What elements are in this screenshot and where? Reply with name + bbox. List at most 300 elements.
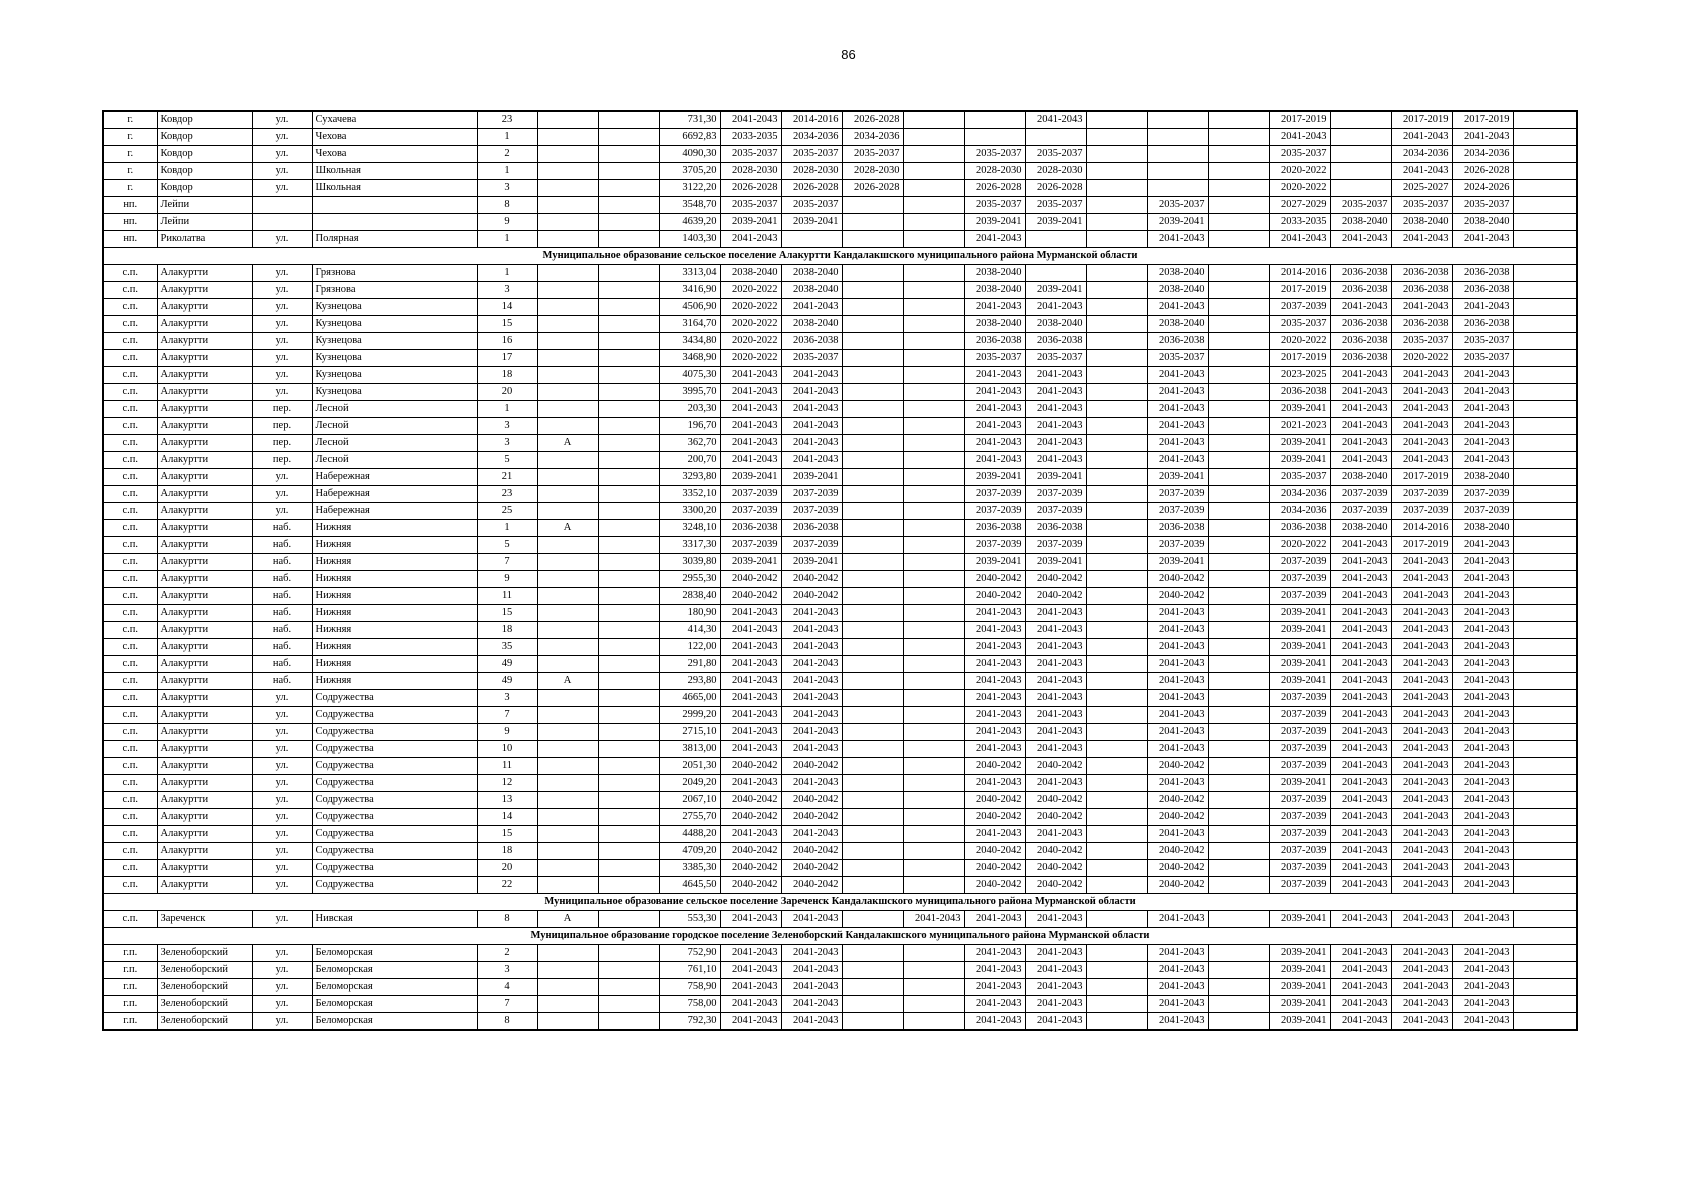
table-cell: 2041-2043 bbox=[1452, 554, 1513, 571]
table-cell: Алакуртти bbox=[157, 554, 252, 571]
table-cell bbox=[903, 452, 964, 469]
table-cell: 2037-2039 bbox=[1147, 537, 1208, 554]
table-cell: Лейпи bbox=[157, 214, 252, 231]
table-cell bbox=[1208, 537, 1269, 554]
table-cell bbox=[1025, 265, 1086, 282]
table-cell: наб. bbox=[252, 622, 312, 639]
table-cell: 2039-2041 bbox=[1269, 452, 1330, 469]
table-cell bbox=[598, 350, 659, 367]
table-cell bbox=[1513, 486, 1577, 503]
table-cell: 2037-2039 bbox=[1025, 537, 1086, 554]
table-cell: с.п. bbox=[103, 758, 157, 775]
table-row bbox=[103, 860, 1577, 877]
table-cell: 2041-2043 bbox=[1025, 826, 1086, 843]
table-cell bbox=[842, 860, 903, 877]
table-cell: Зеленоборский bbox=[157, 979, 252, 996]
table-cell: Беломорская bbox=[312, 1013, 477, 1031]
table-cell bbox=[537, 843, 598, 860]
table-cell: 2041-2043 bbox=[1452, 707, 1513, 724]
table-row bbox=[103, 979, 1577, 996]
table-row bbox=[103, 571, 1577, 588]
table-cell: ул. bbox=[252, 911, 312, 928]
table-cell: г.п. bbox=[103, 1013, 157, 1031]
table-row bbox=[103, 214, 1577, 231]
table-cell: 5 bbox=[477, 537, 537, 554]
table-cell: 2041-2043 bbox=[1025, 452, 1086, 469]
table-row bbox=[103, 299, 1577, 316]
table-cell: 2040-2042 bbox=[720, 571, 781, 588]
table-cell: 2036-2038 bbox=[1269, 520, 1330, 537]
table-cell: с.п. bbox=[103, 741, 157, 758]
table-cell bbox=[1208, 554, 1269, 571]
table-cell: Алакуртти bbox=[157, 843, 252, 860]
table-cell bbox=[1147, 180, 1208, 197]
table-row bbox=[103, 282, 1577, 299]
table-cell: ул. bbox=[252, 282, 312, 299]
table-cell: 2041-2043 bbox=[1025, 724, 1086, 741]
table-row bbox=[103, 418, 1577, 435]
table-row bbox=[103, 996, 1577, 1013]
table-row bbox=[103, 843, 1577, 860]
table-cell: ул. bbox=[252, 469, 312, 486]
table-cell: с.п. bbox=[103, 418, 157, 435]
table-cell bbox=[903, 775, 964, 792]
table-cell: 203,30 bbox=[659, 401, 720, 418]
table-cell: Беломорская bbox=[312, 945, 477, 962]
table-cell: 2040-2042 bbox=[781, 809, 842, 826]
section-header-row bbox=[103, 894, 1577, 911]
table-cell: 4709,20 bbox=[659, 843, 720, 860]
table-cell: 2041-2043 bbox=[720, 639, 781, 656]
table-cell: с.п. bbox=[103, 639, 157, 656]
table-cell bbox=[537, 333, 598, 350]
table-cell bbox=[598, 418, 659, 435]
table-cell: 2041-2043 bbox=[781, 1013, 842, 1031]
table-cell: 2040-2042 bbox=[1147, 809, 1208, 826]
table-cell: 2041-2043 bbox=[1391, 809, 1452, 826]
table-cell: 2035-2037 bbox=[1330, 197, 1391, 214]
table-cell bbox=[598, 605, 659, 622]
table-cell: 2038-2040 bbox=[781, 316, 842, 333]
table-cell bbox=[1513, 299, 1577, 316]
table-cell: 2017-2019 bbox=[1269, 350, 1330, 367]
table-cell bbox=[1513, 146, 1577, 163]
table-cell bbox=[781, 231, 842, 248]
table-cell bbox=[903, 724, 964, 741]
table-cell: 2037-2039 bbox=[781, 537, 842, 554]
table-row bbox=[103, 111, 1577, 129]
table-cell bbox=[1086, 520, 1147, 537]
table-cell: 2037-2039 bbox=[1269, 690, 1330, 707]
table-cell: 2023-2025 bbox=[1269, 367, 1330, 384]
table-cell: Набережная bbox=[312, 503, 477, 520]
table-cell: 2041-2043 bbox=[781, 656, 842, 673]
table-cell: 2041-2043 bbox=[1452, 860, 1513, 877]
table-cell bbox=[1513, 503, 1577, 520]
table-cell: 2038-2040 bbox=[781, 265, 842, 282]
table-cell: 2026-2028 bbox=[781, 180, 842, 197]
table-cell: 2041-2043 bbox=[1452, 1013, 1513, 1031]
table-cell bbox=[537, 724, 598, 741]
table-cell: Нижняя bbox=[312, 588, 477, 605]
table-cell bbox=[842, 605, 903, 622]
table-cell: 2041-2043 bbox=[720, 111, 781, 129]
table-cell: 2041-2043 bbox=[720, 673, 781, 690]
table-cell: 758,00 bbox=[659, 996, 720, 1013]
table-cell: 2037-2039 bbox=[1269, 860, 1330, 877]
table-row bbox=[103, 605, 1577, 622]
table-cell: Алакуртти bbox=[157, 282, 252, 299]
table-cell: ул. bbox=[252, 809, 312, 826]
table-cell bbox=[1513, 911, 1577, 928]
table-cell: Зеленоборский bbox=[157, 962, 252, 979]
table-cell: с.п. bbox=[103, 299, 157, 316]
table-cell: Алакуртти bbox=[157, 758, 252, 775]
table-cell: 3 bbox=[477, 690, 537, 707]
table-cell: 2041-2043 bbox=[1391, 979, 1452, 996]
table-cell: 2039-2041 bbox=[964, 469, 1025, 486]
table-cell bbox=[1086, 503, 1147, 520]
table-cell bbox=[537, 605, 598, 622]
table-cell: ул. bbox=[252, 163, 312, 180]
table-cell: 15 bbox=[477, 316, 537, 333]
table-cell: 2040-2042 bbox=[1025, 809, 1086, 826]
table-cell: 2037-2039 bbox=[1269, 741, 1330, 758]
table-cell: 2041-2043 bbox=[720, 367, 781, 384]
table-cell bbox=[1147, 146, 1208, 163]
table-cell: 2039-2041 bbox=[720, 214, 781, 231]
table-cell bbox=[537, 622, 598, 639]
table-cell: 2041-2043 bbox=[1330, 231, 1391, 248]
table-cell: 2041-2043 bbox=[964, 911, 1025, 928]
table-cell bbox=[1513, 384, 1577, 401]
table-cell: 2026-2028 bbox=[720, 180, 781, 197]
table-cell bbox=[903, 197, 964, 214]
table-cell: 2041-2043 bbox=[1452, 418, 1513, 435]
table-cell bbox=[598, 639, 659, 656]
table-cell bbox=[598, 860, 659, 877]
table-cell: 2041-2043 bbox=[1391, 231, 1452, 248]
table-cell: 2041-2043 bbox=[1330, 639, 1391, 656]
table-cell: 2039-2041 bbox=[1269, 1013, 1330, 1031]
table-cell: Лесной bbox=[312, 418, 477, 435]
table-row bbox=[103, 554, 1577, 571]
table-cell: 2041-2043 bbox=[720, 826, 781, 843]
table-cell: 2041-2043 bbox=[1025, 690, 1086, 707]
table-cell: Алакуртти bbox=[157, 299, 252, 316]
table-cell: 2036-2038 bbox=[1330, 316, 1391, 333]
table-cell bbox=[903, 571, 964, 588]
table-cell bbox=[903, 350, 964, 367]
table-cell: 2041-2043 bbox=[1330, 537, 1391, 554]
table-cell bbox=[537, 129, 598, 146]
table-cell: 2041-2043 bbox=[781, 384, 842, 401]
table-cell: 2035-2037 bbox=[842, 146, 903, 163]
table-cell: 2041-2043 bbox=[1452, 826, 1513, 843]
table-cell bbox=[1208, 129, 1269, 146]
table-cell bbox=[1513, 537, 1577, 554]
table-row bbox=[103, 707, 1577, 724]
table-cell: Содружества bbox=[312, 826, 477, 843]
table-cell bbox=[1208, 214, 1269, 231]
table-cell: 2037-2039 bbox=[1391, 503, 1452, 520]
table-cell bbox=[1208, 673, 1269, 690]
table-cell: 2039-2041 bbox=[1269, 945, 1330, 962]
table-cell: 2041-2043 bbox=[1330, 435, 1391, 452]
table-cell: 2040-2042 bbox=[720, 758, 781, 775]
table-cell: 2041-2043 bbox=[1025, 367, 1086, 384]
table-cell: 2 bbox=[477, 945, 537, 962]
table-cell: Зеленоборский bbox=[157, 1013, 252, 1031]
table-cell: 2041-2043 bbox=[1147, 775, 1208, 792]
table-cell: 2041-2043 bbox=[1147, 1013, 1208, 1031]
table-cell: 2041-2043 bbox=[781, 605, 842, 622]
table-cell: 2041-2043 bbox=[1391, 299, 1452, 316]
table-cell bbox=[537, 214, 598, 231]
table-cell: 2041-2043 bbox=[1147, 401, 1208, 418]
table-cell bbox=[1086, 163, 1147, 180]
table-cell bbox=[537, 860, 598, 877]
table-row bbox=[103, 911, 1577, 928]
table-cell: Алакуртти bbox=[157, 401, 252, 418]
table-row bbox=[103, 350, 1577, 367]
table-cell: 2034-2036 bbox=[1269, 503, 1330, 520]
table-cell: 2041-2043 bbox=[964, 775, 1025, 792]
table-cell: Алакуртти bbox=[157, 452, 252, 469]
table-cell: 8 bbox=[477, 1013, 537, 1031]
table-cell bbox=[1086, 384, 1147, 401]
table-row bbox=[103, 401, 1577, 418]
table-row bbox=[103, 945, 1577, 962]
table-cell bbox=[1086, 826, 1147, 843]
table-cell: 792,30 bbox=[659, 1013, 720, 1031]
table-cell: Алакуртти bbox=[157, 690, 252, 707]
table-cell: 2017-2019 bbox=[1269, 282, 1330, 299]
table-row bbox=[103, 1013, 1577, 1031]
table-cell bbox=[1513, 316, 1577, 333]
table-cell: 3039,80 bbox=[659, 554, 720, 571]
table-cell bbox=[842, 724, 903, 741]
table-cell: 25 bbox=[477, 503, 537, 520]
table-cell: Алакуртти bbox=[157, 486, 252, 503]
table-cell: 2035-2037 bbox=[1269, 146, 1330, 163]
table-cell bbox=[1086, 775, 1147, 792]
table-row bbox=[103, 877, 1577, 894]
table-cell: 2041-2043 bbox=[1452, 639, 1513, 656]
table-cell: 2039-2041 bbox=[781, 469, 842, 486]
table-cell: 2038-2040 bbox=[720, 265, 781, 282]
table-cell: 2037-2039 bbox=[1025, 486, 1086, 503]
table-cell bbox=[903, 843, 964, 860]
table-cell: 2041-2043 bbox=[1330, 877, 1391, 894]
table-cell bbox=[903, 962, 964, 979]
table-cell: 3 bbox=[477, 962, 537, 979]
table-cell: 2041-2043 bbox=[1330, 741, 1391, 758]
table-cell bbox=[598, 962, 659, 979]
table-cell bbox=[903, 384, 964, 401]
table-cell: 2041-2043 bbox=[964, 945, 1025, 962]
table-cell bbox=[1086, 843, 1147, 860]
table-cell bbox=[842, 826, 903, 843]
table-cell: 1 bbox=[477, 231, 537, 248]
table-cell bbox=[903, 111, 964, 129]
table-cell: 2041-2043 bbox=[720, 656, 781, 673]
table-cell bbox=[903, 486, 964, 503]
table-cell: 2038-2040 bbox=[1147, 316, 1208, 333]
table-cell bbox=[1086, 945, 1147, 962]
table-cell bbox=[842, 945, 903, 962]
table-cell bbox=[903, 554, 964, 571]
table-cell: Школьная bbox=[312, 180, 477, 197]
table-cell bbox=[842, 673, 903, 690]
table-cell: 2041-2043 bbox=[1391, 401, 1452, 418]
table-cell: 2041-2043 bbox=[1269, 231, 1330, 248]
table-cell: 2039-2041 bbox=[1025, 469, 1086, 486]
table-cell bbox=[842, 1013, 903, 1031]
table-cell: г. bbox=[103, 180, 157, 197]
table-cell: 2035-2037 bbox=[964, 146, 1025, 163]
table-cell: 2041-2043 bbox=[1391, 758, 1452, 775]
table-cell: 3352,10 bbox=[659, 486, 720, 503]
table-cell: 2040-2042 bbox=[964, 571, 1025, 588]
table-cell bbox=[537, 316, 598, 333]
table-cell: 2041-2043 bbox=[1452, 877, 1513, 894]
table-cell: 2036-2038 bbox=[1391, 282, 1452, 299]
table-row bbox=[103, 163, 1577, 180]
table-cell: г.п. bbox=[103, 962, 157, 979]
table-cell: 11 bbox=[477, 758, 537, 775]
table-cell: 2039-2041 bbox=[1025, 214, 1086, 231]
table-cell: 9 bbox=[477, 724, 537, 741]
table-cell: 2041-2043 bbox=[781, 707, 842, 724]
table-cell: 2039-2041 bbox=[720, 469, 781, 486]
table-cell: 2038-2040 bbox=[1330, 214, 1391, 231]
table-cell: 2040-2042 bbox=[1147, 758, 1208, 775]
table-cell: 4075,30 bbox=[659, 367, 720, 384]
table-cell: ул. bbox=[252, 384, 312, 401]
table-cell: Алакуртти bbox=[157, 605, 252, 622]
table-cell bbox=[1086, 809, 1147, 826]
table-cell: 2041-2043 bbox=[1025, 741, 1086, 758]
table-cell bbox=[842, 911, 903, 928]
table-cell bbox=[903, 996, 964, 1013]
table-cell bbox=[903, 435, 964, 452]
table-cell: 2041-2043 bbox=[781, 673, 842, 690]
table-cell bbox=[842, 554, 903, 571]
table-cell bbox=[1330, 163, 1391, 180]
table-cell: Нижняя bbox=[312, 571, 477, 588]
table-cell bbox=[1086, 962, 1147, 979]
table-cell: 2035-2037 bbox=[1269, 316, 1330, 333]
table-cell bbox=[1086, 673, 1147, 690]
table-cell bbox=[1513, 639, 1577, 656]
table-cell bbox=[842, 758, 903, 775]
table-cell: с.п. bbox=[103, 809, 157, 826]
table-cell bbox=[1086, 707, 1147, 724]
table-cell: 2037-2039 bbox=[1330, 503, 1391, 520]
table-cell: 2040-2042 bbox=[781, 792, 842, 809]
table-cell: ул. bbox=[252, 265, 312, 282]
table-cell: 2041-2043 bbox=[1147, 741, 1208, 758]
table-cell: 2039-2041 bbox=[1269, 622, 1330, 639]
table-cell: 49 bbox=[477, 673, 537, 690]
table-cell: 291,80 bbox=[659, 656, 720, 673]
table-cell: Ковдор bbox=[157, 180, 252, 197]
table-cell: 2041-2043 bbox=[720, 435, 781, 452]
table-cell bbox=[1208, 588, 1269, 605]
table-cell bbox=[1086, 979, 1147, 996]
table-cell: 2040-2042 bbox=[720, 877, 781, 894]
table-cell: 2041-2043 bbox=[1391, 367, 1452, 384]
table-cell: Лесной bbox=[312, 401, 477, 418]
table-cell: 2041-2043 bbox=[964, 996, 1025, 1013]
table-cell: Алакуртти bbox=[157, 707, 252, 724]
table-cell bbox=[598, 741, 659, 758]
table-cell: с.п. bbox=[103, 843, 157, 860]
table-cell: 2041-2043 bbox=[1391, 843, 1452, 860]
table-cell bbox=[1208, 333, 1269, 350]
table-cell bbox=[1513, 452, 1577, 469]
table-cell bbox=[1208, 367, 1269, 384]
table-cell bbox=[1086, 996, 1147, 1013]
table-cell: 2041-2043 bbox=[1330, 401, 1391, 418]
table-cell: Алакуртти bbox=[157, 537, 252, 554]
table-cell bbox=[537, 945, 598, 962]
table-cell bbox=[598, 877, 659, 894]
table-cell bbox=[842, 486, 903, 503]
table-cell bbox=[1086, 690, 1147, 707]
table-cell bbox=[1513, 129, 1577, 146]
table-cell: 2041-2043 bbox=[1452, 622, 1513, 639]
table-cell: с.п. bbox=[103, 877, 157, 894]
table-cell: Алакуртти bbox=[157, 826, 252, 843]
table-cell: 2020-2022 bbox=[1269, 537, 1330, 554]
table-cell bbox=[1513, 826, 1577, 843]
table-cell: 2039-2041 bbox=[1269, 401, 1330, 418]
table-cell: 2041-2043 bbox=[1452, 962, 1513, 979]
table-cell: 2955,30 bbox=[659, 571, 720, 588]
table-cell: 2020-2022 bbox=[1269, 333, 1330, 350]
table-cell: 2041-2043 bbox=[1391, 860, 1452, 877]
table-cell: 2034-2036 bbox=[842, 129, 903, 146]
table-cell: 2039-2041 bbox=[1269, 962, 1330, 979]
table-cell: 2037-2039 bbox=[1391, 486, 1452, 503]
table-cell: 2041-2043 bbox=[1147, 639, 1208, 656]
table-cell: 2040-2042 bbox=[1025, 792, 1086, 809]
table-cell bbox=[842, 435, 903, 452]
table-cell: 2035-2037 bbox=[1269, 469, 1330, 486]
table-cell bbox=[1025, 231, 1086, 248]
table-cell bbox=[842, 333, 903, 350]
table-cell: 2041-2043 bbox=[964, 707, 1025, 724]
table-cell: 2041-2043 bbox=[1452, 401, 1513, 418]
table-cell: 2020-2022 bbox=[1269, 163, 1330, 180]
table-row bbox=[103, 197, 1577, 214]
table-cell: с.п. bbox=[103, 571, 157, 588]
table-cell: 2041-2043 bbox=[781, 401, 842, 418]
table-cell: 2026-2028 bbox=[1025, 180, 1086, 197]
table-cell bbox=[1086, 486, 1147, 503]
table-cell: 2040-2042 bbox=[1147, 877, 1208, 894]
table-cell: Кузнецова bbox=[312, 367, 477, 384]
table-cell: с.п. bbox=[103, 452, 157, 469]
table-cell: 2041-2043 bbox=[1330, 826, 1391, 843]
table-cell: 2036-2038 bbox=[1147, 520, 1208, 537]
table-cell: 2038-2040 bbox=[1391, 214, 1452, 231]
table-cell: 4090,30 bbox=[659, 146, 720, 163]
table-cell: 12 bbox=[477, 775, 537, 792]
table-cell: 2041-2043 bbox=[720, 401, 781, 418]
